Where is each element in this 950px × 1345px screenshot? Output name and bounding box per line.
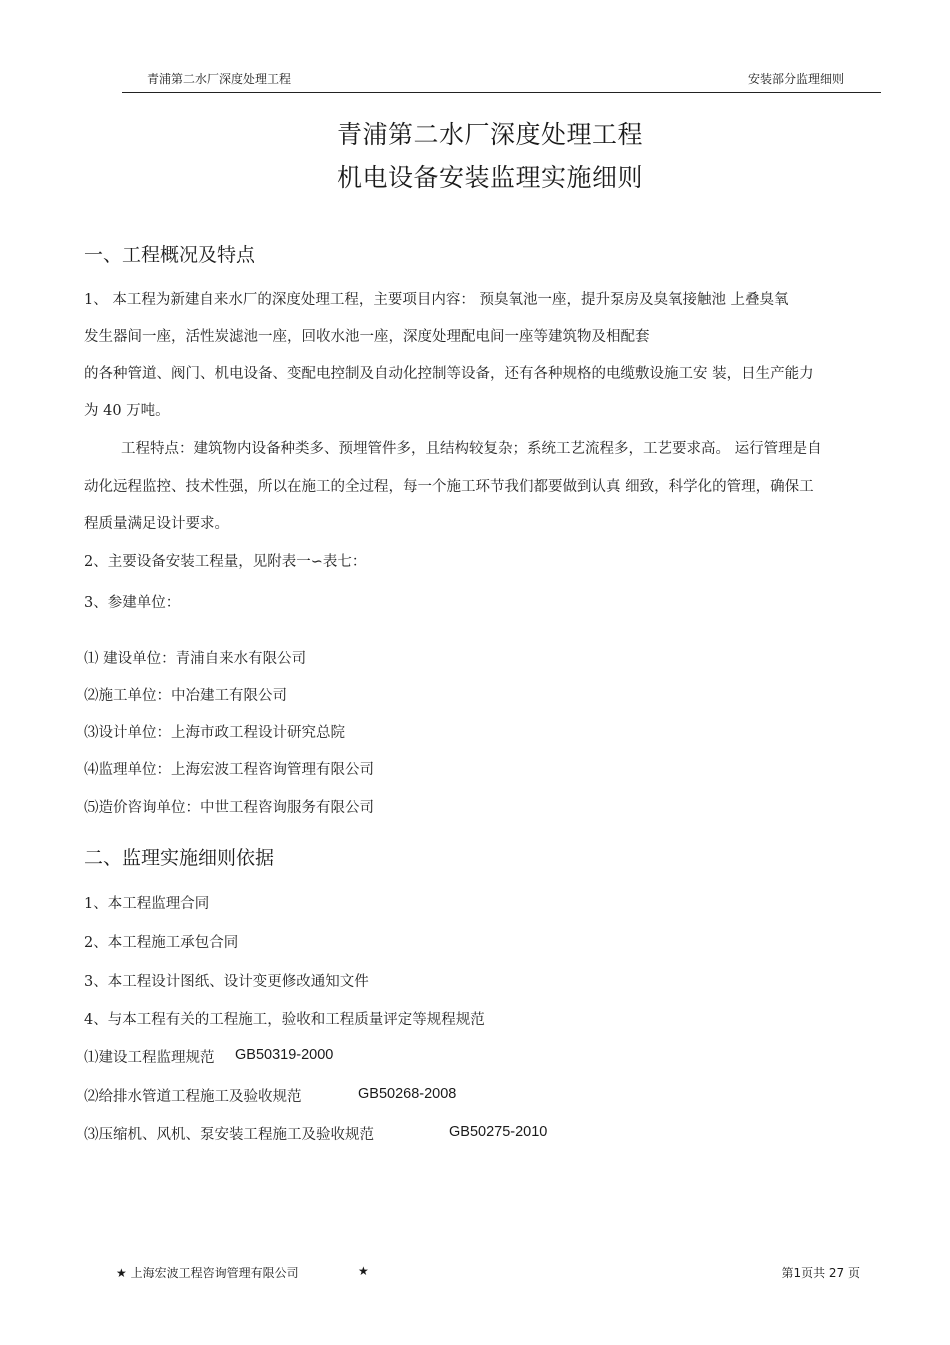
doc-title-line2: 机电设备安装监理实施细则 bbox=[336, 163, 643, 192]
unit-designer: ⑶设计单位：上海市政工程设计研究总院 bbox=[84, 725, 345, 741]
section1-p1-line2: 发生器间一座，活性炭滤池一座，回收水池一座，深度处理配电间一座等建筑物及相配套 bbox=[84, 329, 650, 345]
header-left-title: 青浦第二水厂深度处理工程 bbox=[147, 72, 292, 86]
section1-p2-line2: 动化远程监控、技术性强，所以在施工的全过程，每一个施工环节我们都要做到认真 细致，科学化的管理，确保工 bbox=[84, 479, 814, 495]
basis-item: 1、本工程监理合同 bbox=[84, 896, 210, 912]
section1-p2-line3: 程质量满足设计要求。 bbox=[84, 516, 229, 532]
section1-item3: 3、参建单位： bbox=[84, 595, 181, 611]
unit-construction-owner: ⑴ 建设单位：青浦自来水有限公司 bbox=[84, 651, 307, 667]
standard-code: GB50268-2008 bbox=[358, 1086, 457, 1102]
standard-name: ⑶压缩机、风机、泵安装工程施工及验收规范 bbox=[84, 1127, 374, 1143]
basis-item: 4、与本工程有关的工程施工，验收和工程质量评定等规程规范 bbox=[84, 1012, 485, 1028]
standard-name: ⑵给排水管道工程施工及验收规范 bbox=[84, 1089, 302, 1105]
header-divider bbox=[122, 92, 881, 93]
section1-p1-line4: 为 40 万吨。 bbox=[84, 403, 170, 419]
footer-company: ★ 上海宏波工程咨询管理有限公司 bbox=[116, 1266, 299, 1280]
doc-title-line1: 青浦第二水厂深度处理工程 bbox=[336, 120, 643, 149]
standard-code: GB50275-2010 bbox=[449, 1124, 548, 1140]
section1-item2: 2、主要设备安装工程量，见附表一∽表七： bbox=[84, 554, 367, 570]
section1-p1-line3: 的各种管道、阀门、机电设备、变配电控制及自动化控制等设备，还有各种规格的电缆敷设施工安 装，日生产能力 bbox=[84, 366, 814, 382]
unit-cost-consultant: ⑸造价咨询单位：中世工程咨询服务有限公司 bbox=[84, 800, 374, 816]
unit-contractor: ⑵施工单位：中冶建工有限公司 bbox=[84, 688, 287, 704]
section1-p1-line1: 1、 本工程为新建自来水厂的深度处理工程，主要项目内容： 预臭氧池一座，提升泵房及臭氧接触池 上叠臭氧 bbox=[84, 292, 789, 308]
section2-heading: 二、监理实施细则依据 bbox=[84, 847, 275, 869]
basis-item: 3、本工程设计图纸、设计变更修改通知文件 bbox=[84, 974, 369, 990]
section1-p2-line1: 工程特点：建筑物内设备种类多、预埋管件多，且结构较复杂；系统工艺流程多，工艺要求高。 运行管理是自 bbox=[121, 441, 822, 457]
header-right-title: 安装部分监理细则 bbox=[747, 72, 844, 86]
standard-code: GB50319-2000 bbox=[235, 1047, 334, 1063]
star-icon: ★ bbox=[358, 1264, 369, 1278]
basis-item: 2、本工程施工承包合同 bbox=[84, 935, 239, 951]
standard-name: ⑴建设工程监理规范 bbox=[84, 1050, 215, 1066]
footer-page-number: 第1页共 27 页 bbox=[781, 1266, 860, 1280]
section1-heading: 一、工程概况及特点 bbox=[84, 244, 256, 266]
unit-supervisor: ⑷监理单位：上海宏波工程咨询管理有限公司 bbox=[84, 762, 374, 778]
